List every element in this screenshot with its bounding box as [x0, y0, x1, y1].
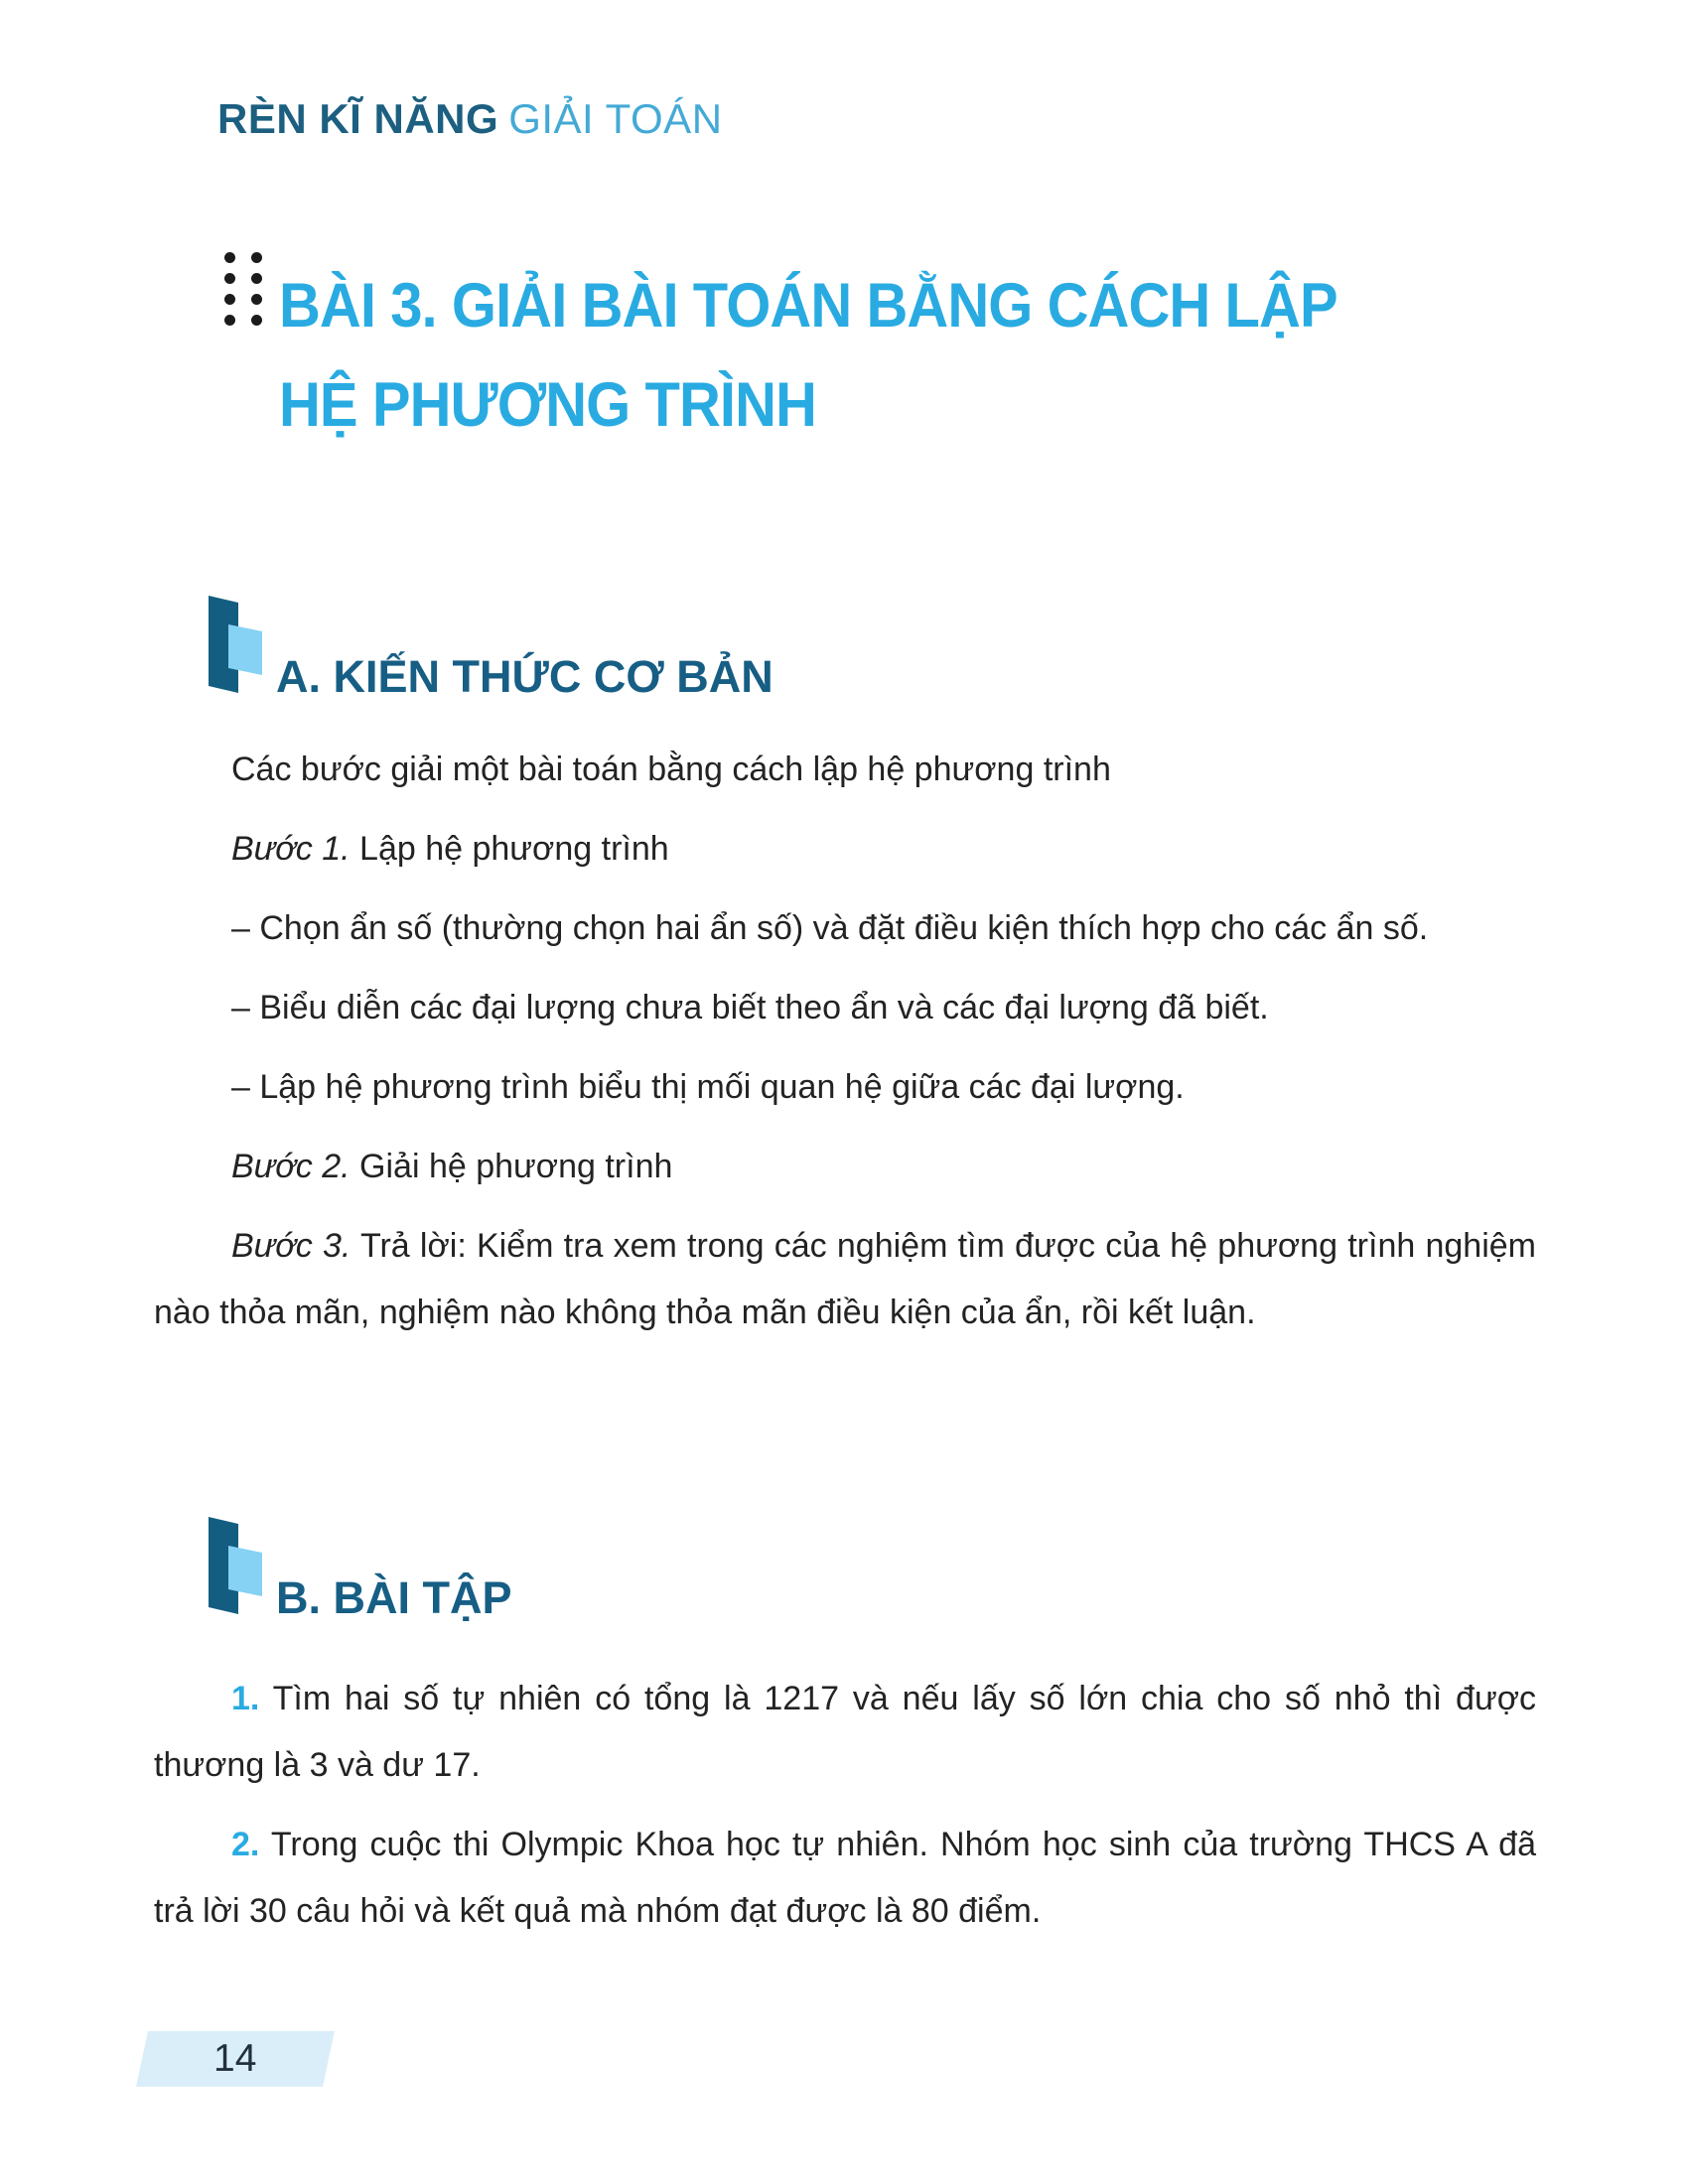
page-number-badge — [136, 2031, 335, 2087]
paragraph — [154, 1054, 1536, 1121]
paragraph-text: – Chọn ẩn số (thường chọn hai ẩn số) và đặt điều kiện thích hợp cho các ẩn số. — [231, 909, 1429, 947]
dot — [224, 315, 235, 326]
section-marker-icon — [209, 596, 264, 699]
lesson-title — [279, 256, 1429, 455]
header-series-title: RÈN KĨ NĂNG — [217, 95, 499, 142]
page-number: 14 — [213, 2037, 257, 2080]
lesson-title-line1: BÀI 3. GIẢI BÀI TOÁN BẰNG CÁCH LẬP — [279, 271, 1337, 341]
exercise-number: 2. — [231, 1826, 260, 1863]
section-b-title: B. BÀI TẬP — [276, 1572, 512, 1623]
exercise-number: 1. — [231, 1680, 260, 1717]
paragraph — [154, 816, 1536, 883]
paragraph — [154, 1213, 1536, 1346]
lesson-title-line2: HỆ PHƯƠNG TRÌNH — [279, 370, 816, 440]
dots-icon — [224, 252, 262, 326]
section-a-title: A. KIẾN THỨC CƠ BẢN — [276, 651, 774, 702]
paragraph-text: Các bước giải một bài toán bằng cách lập hệ phương trình — [231, 751, 1111, 788]
dot — [224, 252, 235, 263]
paragraph-text: – Lập hệ phương trình biểu thị mối quan hệ giữa các đại lượng. — [231, 1068, 1185, 1106]
paragraph — [154, 1134, 1536, 1200]
step-label: Bước 3. — [231, 1227, 352, 1265]
step-label: Bước 2. — [231, 1148, 351, 1185]
paragraph — [154, 975, 1536, 1041]
exercise-section-body — [154, 1666, 1536, 1958]
dot — [224, 294, 235, 305]
exercise-item — [154, 1812, 1536, 1945]
header-series-subtitle: GIẢI TOÁN — [508, 95, 723, 142]
paragraph — [154, 895, 1536, 962]
exercise-item — [154, 1666, 1536, 1799]
exercise-text: Tìm hai số tự nhiên có tổng là 1217 và nếu lấy số lớn chia cho số nhỏ thì được thương là 3 và dư 17. — [154, 1680, 1536, 1784]
dot — [224, 273, 235, 284]
exercise-text: Trong cuộc thi Olympic Khoa học tự nhiên. Nhóm học sinh của trường THCS A đã trả lời 30 câu hỏi và kết quả mà nhóm đạt được là 80 điểm. — [154, 1826, 1536, 1930]
dot — [251, 252, 262, 263]
dot — [251, 315, 262, 326]
dot — [251, 294, 262, 305]
paragraph-text: Lập hệ phương trình — [350, 830, 669, 868]
knowledge-section-body — [154, 737, 1536, 1359]
section-marker-icon — [209, 1517, 264, 1620]
paragraph-text: Giải hệ phương trình — [350, 1148, 673, 1185]
paragraph-text: – Biểu diễn các đại lượng chưa biết theo ẩn và các đại lượng đã biết. — [231, 989, 1269, 1026]
paragraph — [154, 737, 1536, 803]
paragraph-text: Trả lời: Kiểm tra xem trong các nghiệm tìm được của hệ phương trình nghiệm nào thỏa mãn, nghiệm nào không thỏa mãn điều kiện của ẩn, rồi kết luận. — [154, 1227, 1536, 1331]
step-label: Bước 1. — [231, 830, 351, 868]
page-header — [217, 95, 723, 143]
dot — [251, 273, 262, 284]
